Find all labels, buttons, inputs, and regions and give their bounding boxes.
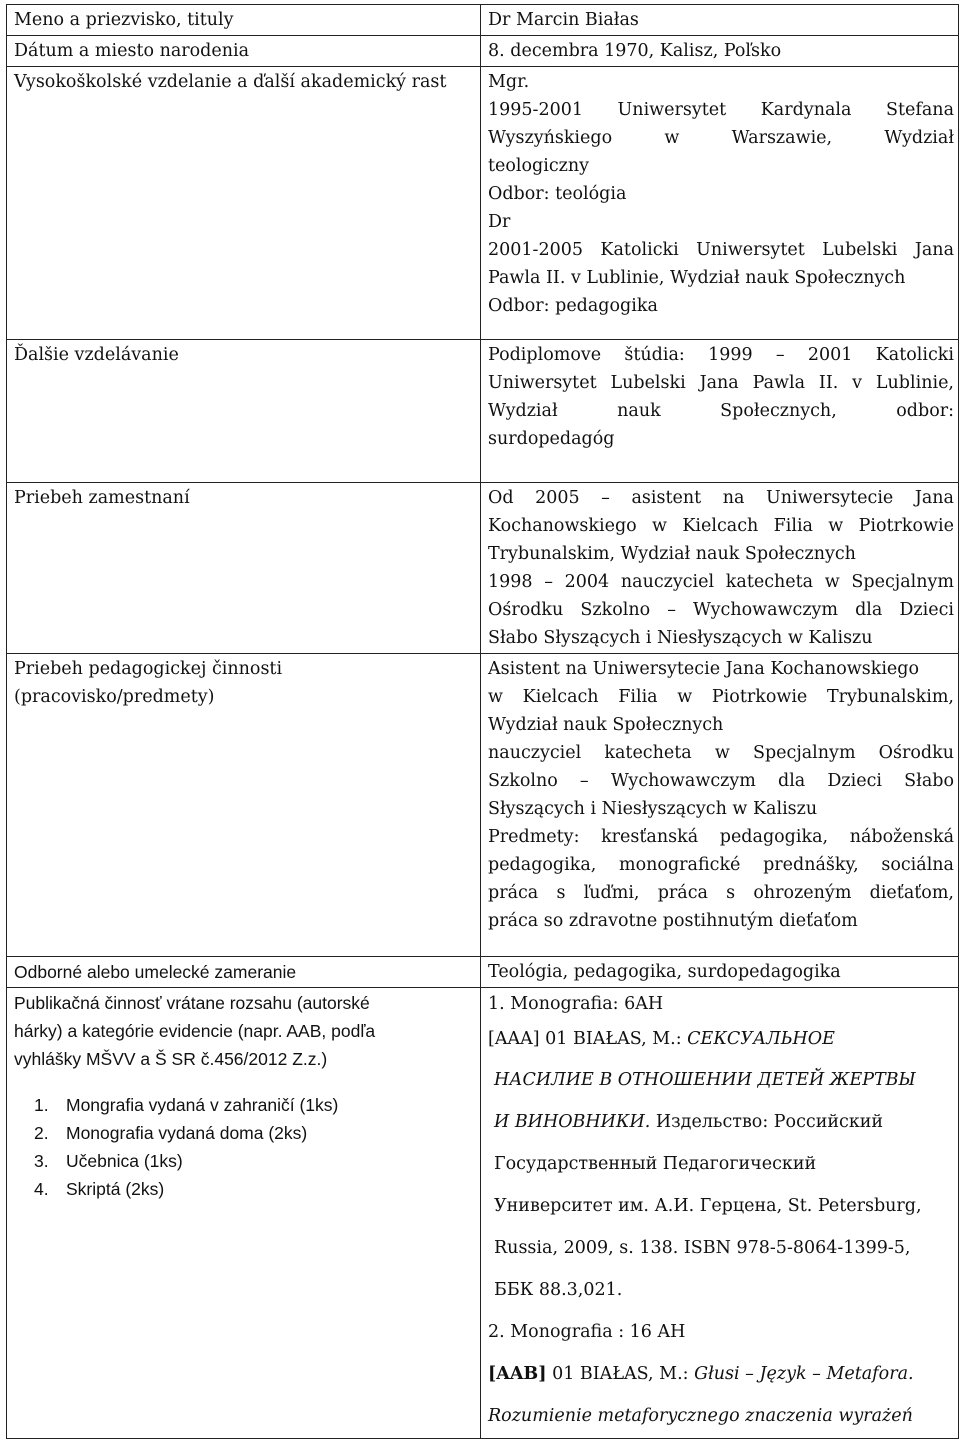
ref2-line xyxy=(488,1353,954,1395)
label-teaching-line: Priebeh pedagogickej činnosti xyxy=(14,659,283,679)
emp-line: 1998 – 2004 nauczyciel katecheta w Specjalnym xyxy=(488,572,954,592)
emp-line: Trybunalskim, Wydział nauk Społecznych xyxy=(488,544,856,564)
row-teaching xyxy=(7,654,959,957)
ref2-author: 01 BIAŁAS, M.: xyxy=(546,1364,695,1384)
edu-line: Mgr. xyxy=(488,72,530,92)
label-name: Meno a priezvisko, tituly xyxy=(7,5,481,36)
further-line: surdopedagóg xyxy=(488,429,615,449)
further-line: Uniwersytet Lubelski Jana Pawla II. v Lublinie, xyxy=(488,373,954,393)
emp-line: Od 2005 – asistent na Uniwersytecie Jana xyxy=(488,488,954,508)
list-text: Monografia vydaná doma (2ks) xyxy=(66,1123,308,1143)
ref2-code: [AAB] xyxy=(488,1364,547,1384)
row-education xyxy=(7,67,959,340)
edu-line: Dr xyxy=(488,212,511,232)
ref1-publisher-line: Университет им. А.И. Герцена, St. Petersburg, xyxy=(494,1196,922,1216)
teach-line: Predmety: kresťanská pedagogika, náboženská xyxy=(488,827,954,847)
further-line: Podiplomove štúdia: 1999 – 2001 Katolicki xyxy=(488,345,954,365)
pub-label-line: hárky) a kategórie evidencie (napr. AAB, podľa xyxy=(14,1021,376,1041)
emp-line: Kochanowskiego w Kielcach Filia w Piotrkowie xyxy=(488,516,954,536)
further-line: Wydział nauk Społecznych, odbor: xyxy=(488,401,954,421)
row-employment xyxy=(7,483,959,654)
label-publications xyxy=(7,988,481,1439)
value-teaching xyxy=(481,654,959,957)
value-publications xyxy=(481,988,959,1439)
edu-line: 2001-2005 Katolicki Uniwersytet Lubelski Jana xyxy=(488,240,954,260)
value-education xyxy=(481,67,959,340)
row-focus xyxy=(7,957,959,988)
mono1-heading: 1. Monografia: 6AH xyxy=(488,994,664,1014)
row-birth xyxy=(7,36,959,67)
emp-line: Słabo Słyszących i Niesłyszących w Kaliszu xyxy=(488,628,873,648)
label-teaching xyxy=(7,654,481,957)
teach-line: nauczyciel katecheta w Specjalnym Ośrodku xyxy=(488,743,954,763)
edu-line: Pawla II. v Lublinie, Wydział nauk Społecznych xyxy=(488,268,906,288)
edu-line: Odbor: teológia xyxy=(488,184,627,204)
teach-line: w Kielcach Filia w Piotrkowie Trybunalskim, xyxy=(488,687,954,707)
teach-line: Asistent na Uniwersytecie Jana Kochanowskiego xyxy=(488,659,920,679)
value-employment xyxy=(481,483,959,654)
edu-line: teologiczny xyxy=(488,156,590,176)
list-item xyxy=(34,1175,476,1203)
label-employment: Priebeh zamestnaní xyxy=(7,483,481,654)
list-item xyxy=(34,1147,476,1175)
edu-line: 1995-2001 Uniwersytet Kardynala Stefana xyxy=(488,100,954,120)
ref2-title: Głusi – Język – Metafora. xyxy=(694,1364,914,1384)
ref1-publisher-line: ББК 88.3,021. xyxy=(494,1280,623,1300)
list-number: 3. xyxy=(34,1151,49,1171)
list-number: 1. xyxy=(34,1095,49,1115)
list-item xyxy=(34,1091,476,1119)
ref1-line xyxy=(488,1101,954,1143)
ref1-publisher-line: Государственный Педагогический xyxy=(494,1154,817,1174)
ref1-title: И ВИНОВНИКИ. xyxy=(494,1112,651,1132)
teach-line: práca s ľuďmi, práca s ohrozeným dieťaťom, xyxy=(488,883,954,903)
edu-line: Wyszyńskiego w Warszawie, Wydział xyxy=(488,128,954,148)
list-number: 2. xyxy=(34,1123,49,1143)
mono2-heading: 2. Monografia : 16 AH xyxy=(488,1322,686,1342)
row-further-education xyxy=(7,340,959,483)
label-teaching-line: (pracovisko/predmety) xyxy=(14,687,215,707)
teach-line: Słyszących i Niesłyszących w Kaliszu xyxy=(488,799,818,819)
row-publications xyxy=(7,988,959,1439)
ref1-publisher: Издельство: Российский xyxy=(650,1112,884,1132)
list-number: 4. xyxy=(34,1179,49,1199)
list-item xyxy=(34,1119,476,1147)
value-name: Dr Marcin Białas xyxy=(481,5,959,36)
list-text: Učebnica (1ks) xyxy=(66,1151,183,1171)
cv-table xyxy=(6,4,959,1439)
teach-line: pedagogika, monografické prednášky, sociálna xyxy=(488,855,954,875)
emp-line: Ośrodku Szkolno – Wychowawczym dla Dzieci xyxy=(488,600,954,620)
label-birth: Dátum a miesto narodenia xyxy=(7,36,481,67)
label-education: Vysokoškolské vzdelanie a ďalší akademický rast xyxy=(7,67,481,340)
pub-label-line: vyhlášky MŠVV a Š SR č.456/2012 Z.z.) xyxy=(14,1049,328,1069)
label-focus: Odborné alebo umelecké zameranie xyxy=(7,957,481,988)
ref1-code: [AAA] 01 BIAŁAS, M.: xyxy=(488,1029,688,1049)
pub-label-line: Publikačná činnosť vrátane rozsahu (autorské xyxy=(14,993,370,1013)
teach-line: práca so zdravotne postihnutým dieťaťom xyxy=(488,911,858,931)
ref1-title-line: НАСИЛИЕ В ОТНОШЕНИИ ДЕТЕЙ ЖЕРТВЫ xyxy=(494,1070,916,1090)
value-focus: Teológia, pedagogika, surdopedagogika xyxy=(481,957,959,988)
ref1-publisher-line: Russia, 2009, s. 138. ISBN 978-5-8064-1399-5, xyxy=(494,1238,911,1258)
list-text: Mongrafia vydaná v zahraničí (1ks) xyxy=(66,1095,339,1115)
teach-line: Wydział nauk Społecznych xyxy=(488,715,724,735)
ref1-line xyxy=(488,1019,954,1059)
ref2-title-line: Rozumienie metaforycznego znaczenia wyrażeń xyxy=(488,1406,913,1426)
list-text: Skriptá (2ks) xyxy=(66,1179,165,1199)
value-further xyxy=(481,340,959,483)
ref1-title: СЕКСУАЛЬНОЕ xyxy=(687,1029,835,1049)
edu-line: Odbor: pedagogika xyxy=(488,296,658,316)
row-name xyxy=(7,5,959,36)
publication-type-list xyxy=(14,1091,476,1203)
value-birth: 8. decembra 1970, Kalisz, Poľsko xyxy=(481,36,959,67)
teach-line: Szkolno – Wychowawczym dla Dzieci Słabo xyxy=(488,771,954,791)
label-further: Ďalšie vzdelávanie xyxy=(7,340,481,483)
